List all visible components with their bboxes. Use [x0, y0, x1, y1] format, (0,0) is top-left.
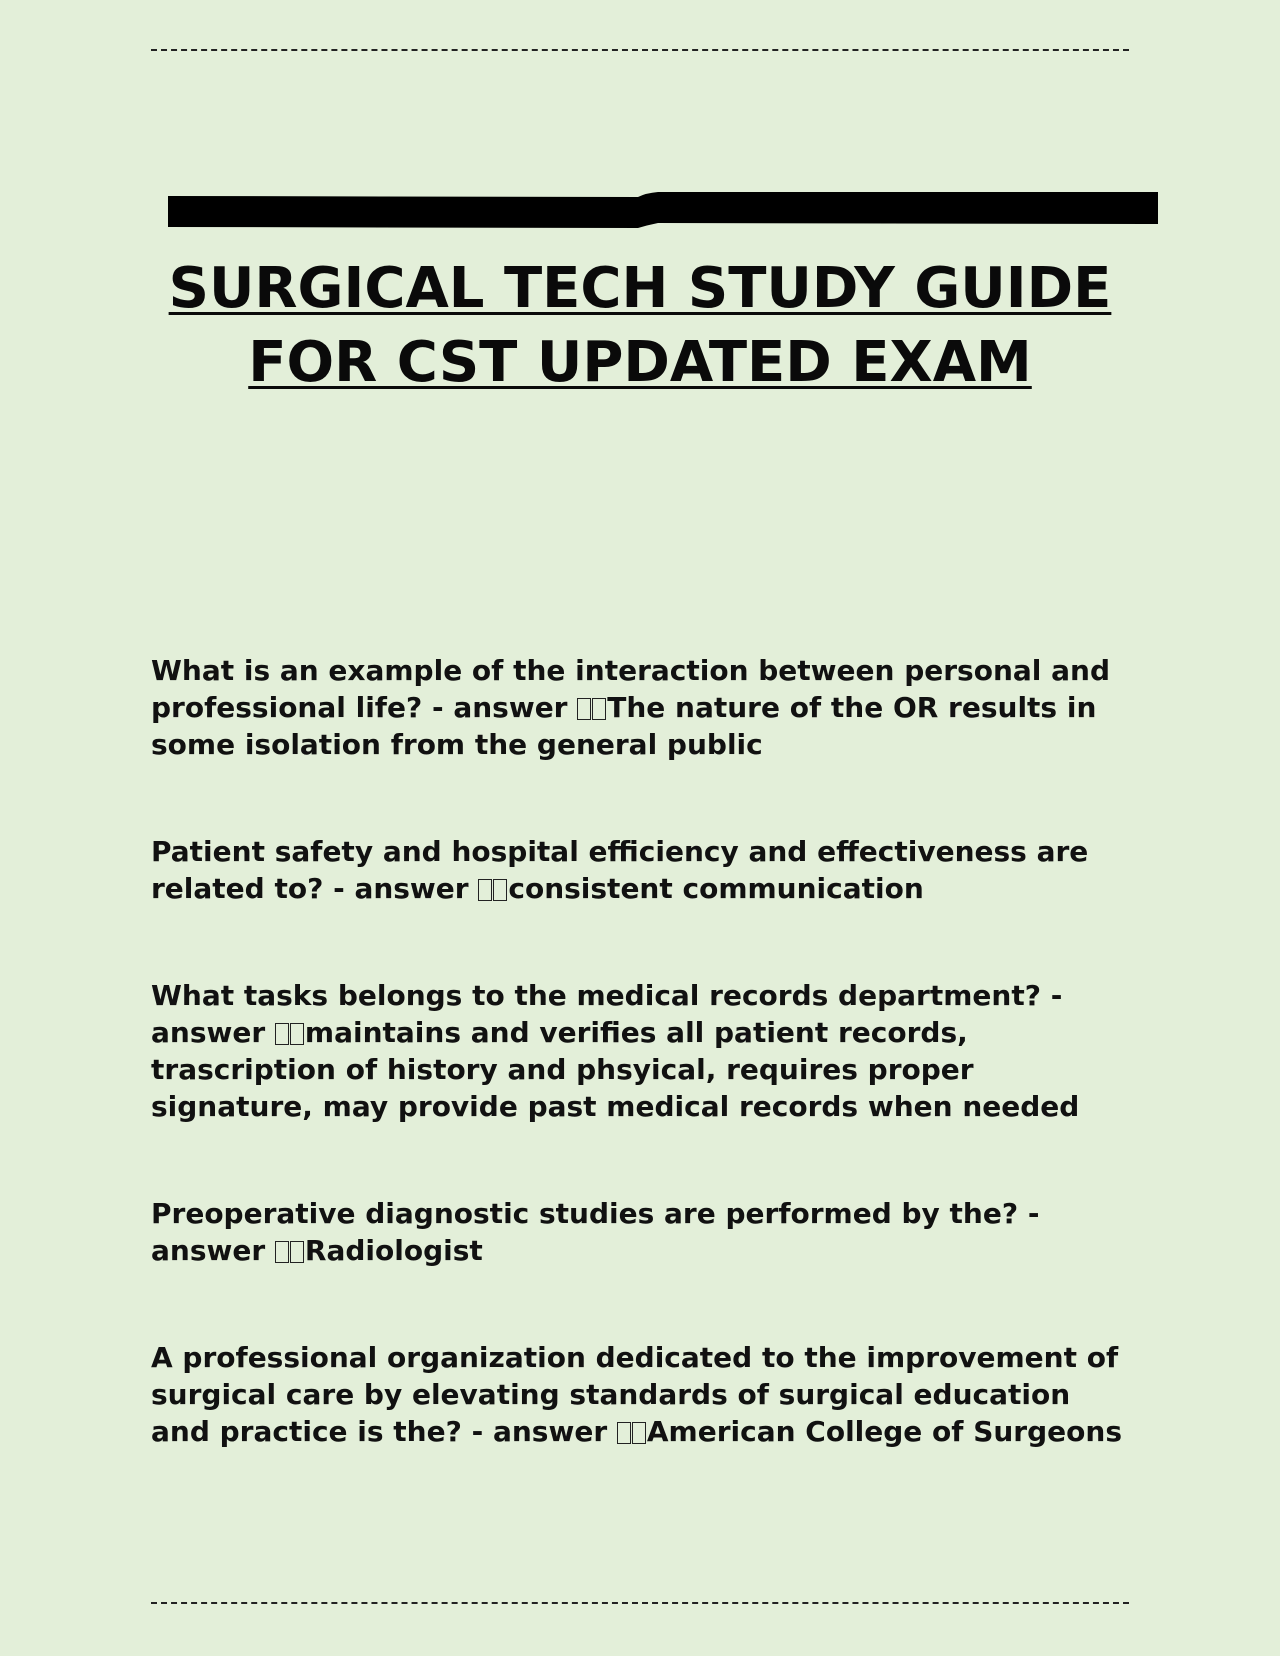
question-text: Patient safety and hospital efficiency and effectiveness are related to? - answer	[151, 835, 1089, 905]
qa-item	[151, 833, 1131, 907]
question-text: What tasks belongs to the medical records department? - answer	[151, 979, 1063, 1049]
question-text: A professional organization dedicated to the improvement of surgical care by elevating standards of surgical education and practice is the? - answer	[151, 1341, 1119, 1448]
answer-marker-icon	[478, 872, 508, 905]
answer-text: Radiologist	[304, 1234, 483, 1267]
qa-item	[151, 652, 1131, 763]
redaction-mark	[168, 190, 1158, 230]
question-text: What is an example of the interaction between personal and professional life? - answer	[151, 654, 1110, 724]
qa-list	[151, 652, 1131, 1450]
answer-marker-icon	[577, 691, 607, 724]
answer-text: maintains and verifies all patient records, trascription of history and phsyical, requires proper signature, may provide past medical records when needed	[151, 1016, 1080, 1123]
answer-marker-icon	[275, 1234, 305, 1267]
answer-marker-icon	[275, 1016, 305, 1049]
question-text: Preoperative diagnostic studies are performed by the? - answer	[151, 1197, 1040, 1267]
answer-text: American College of Surgeons	[646, 1415, 1122, 1448]
qa-item	[151, 1195, 1131, 1269]
top-divider	[151, 49, 1129, 51]
bottom-divider	[151, 1602, 1129, 1604]
page-title: SURGICAL TECH STUDY GUIDE FOR CST UPDATED EXAM	[168, 256, 1112, 395]
answer-text: consistent communication	[508, 872, 924, 905]
qa-item	[151, 977, 1131, 1125]
answer-marker-icon	[617, 1415, 647, 1448]
answer-text: The nature of the OR results in some isolation from the general public	[151, 691, 1097, 761]
redaction-bar	[168, 190, 1158, 230]
qa-item	[151, 1339, 1131, 1450]
